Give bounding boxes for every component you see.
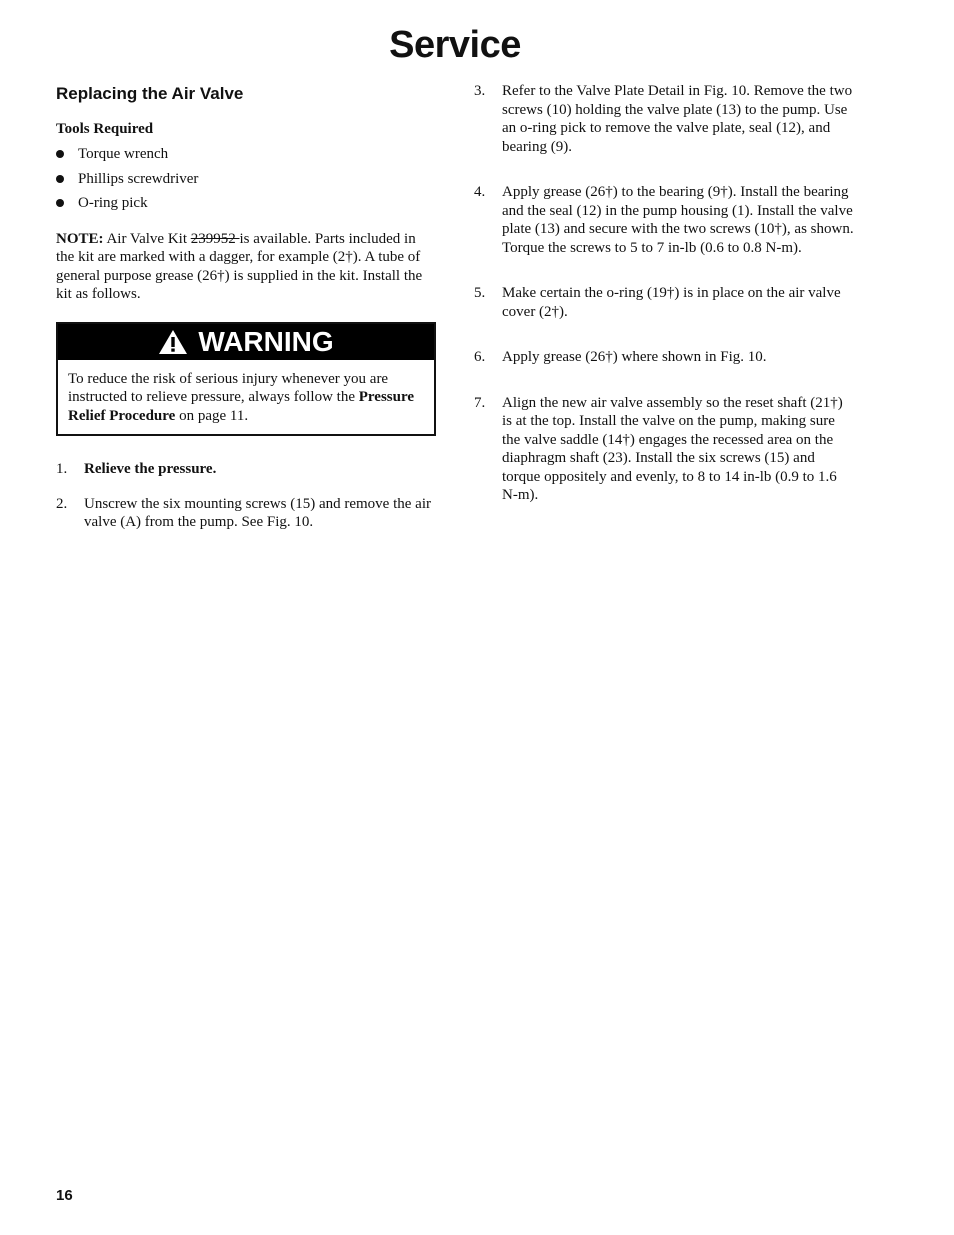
step-number: 3. xyxy=(474,83,486,99)
note-text-after: is available. Parts included in the kit are marked with a dagger, for example (2†). A tube of general purpose grease (26†) is supplied in the kit. Install the kit as follows. xyxy=(56,230,423,302)
kit-note xyxy=(56,230,436,304)
warning-title: WARNING xyxy=(198,325,334,357)
warning-text-before: To reduce the risk of serious injury whenever you are instructed to relieve pressure, always follow the xyxy=(68,370,389,405)
step-text: Relieve the pressure. xyxy=(84,461,217,477)
warning-text-after: on page 11. xyxy=(175,407,249,424)
step-item xyxy=(474,82,854,156)
step-item xyxy=(474,348,854,367)
page-number: 16 xyxy=(56,1187,73,1204)
bullet-icon xyxy=(56,199,64,207)
warning-header xyxy=(58,324,434,360)
step-text: Align the new air valve assembly so the reset shaft (21†) is at the top. Install the valve on the pump, making sure the valve saddle (14†) engages the recessed area on the diaphragm shaft (23). Install the six screws (15) and torque oppositely and evenly, to 8 to 14 in-lb (0.9 to 1.6 N-m). xyxy=(502,394,843,503)
kit-number: 239952 xyxy=(190,230,240,247)
step-number: 5. xyxy=(474,285,486,301)
tools-list xyxy=(56,142,436,216)
tools-heading: Tools Required xyxy=(56,121,154,137)
tool-item xyxy=(56,142,436,167)
left-column xyxy=(56,82,436,548)
step-item xyxy=(474,183,854,257)
step-text: Apply grease (26†) to the bearing (9†). Install the bearing and the seal (12) in the pump housing (1). Install the valve plate (13) and secure with the two screws (10†), as shown. Torque the screws to 5 to 7 in-lb (0.6 to 0.8 N-m). xyxy=(502,184,854,256)
warning-triangle-icon xyxy=(158,329,188,355)
tool-label: Torque wrench xyxy=(78,146,169,162)
step-item xyxy=(474,394,854,505)
note-text-before: Air Valve Kit xyxy=(103,230,191,247)
note-label: NOTE: xyxy=(56,230,104,247)
right-column xyxy=(474,82,854,532)
step-text: Apply grease (26†) where shown in Fig. 10. xyxy=(502,349,767,365)
step-item xyxy=(474,284,854,321)
step-number: 7. xyxy=(474,394,486,411)
step-item xyxy=(56,495,436,532)
page-title: Service xyxy=(389,24,521,66)
step-text: Unscrew the six mounting screws (15) and remove the air valve (A) from the pump. See Fig. 10. xyxy=(84,495,431,530)
bullet-icon xyxy=(56,175,64,183)
step-number: 2. xyxy=(56,495,68,512)
warning-text xyxy=(58,360,434,435)
section-heading: Replacing the Air Valve xyxy=(56,84,244,103)
left-steps-list xyxy=(56,460,436,532)
tool-item xyxy=(56,191,436,216)
bullet-icon xyxy=(56,150,64,158)
step-item xyxy=(56,460,436,479)
pressure-relief-reference: Pressure Relief Procedure xyxy=(68,389,415,424)
right-steps-list xyxy=(474,82,854,505)
step-text: Make certain the o-ring (19†) is in place on the air valve cover (2†). xyxy=(502,285,841,320)
tool-item xyxy=(56,167,436,192)
warning-box xyxy=(56,322,436,437)
step-number: 4. xyxy=(474,184,486,200)
step-number: 1. xyxy=(56,461,68,477)
tool-label: O-ring pick xyxy=(78,195,148,211)
tool-label: Phillips screwdriver xyxy=(78,170,199,187)
step-text: Refer to the Valve Plate Detail in Fig. 10. Remove the two screws (10) holding the valve plate (13) to the pump. Use an o-ring pick to remove the valve plate, seal (12), and bearing (9). xyxy=(502,83,853,155)
step-number: 6. xyxy=(474,349,486,365)
